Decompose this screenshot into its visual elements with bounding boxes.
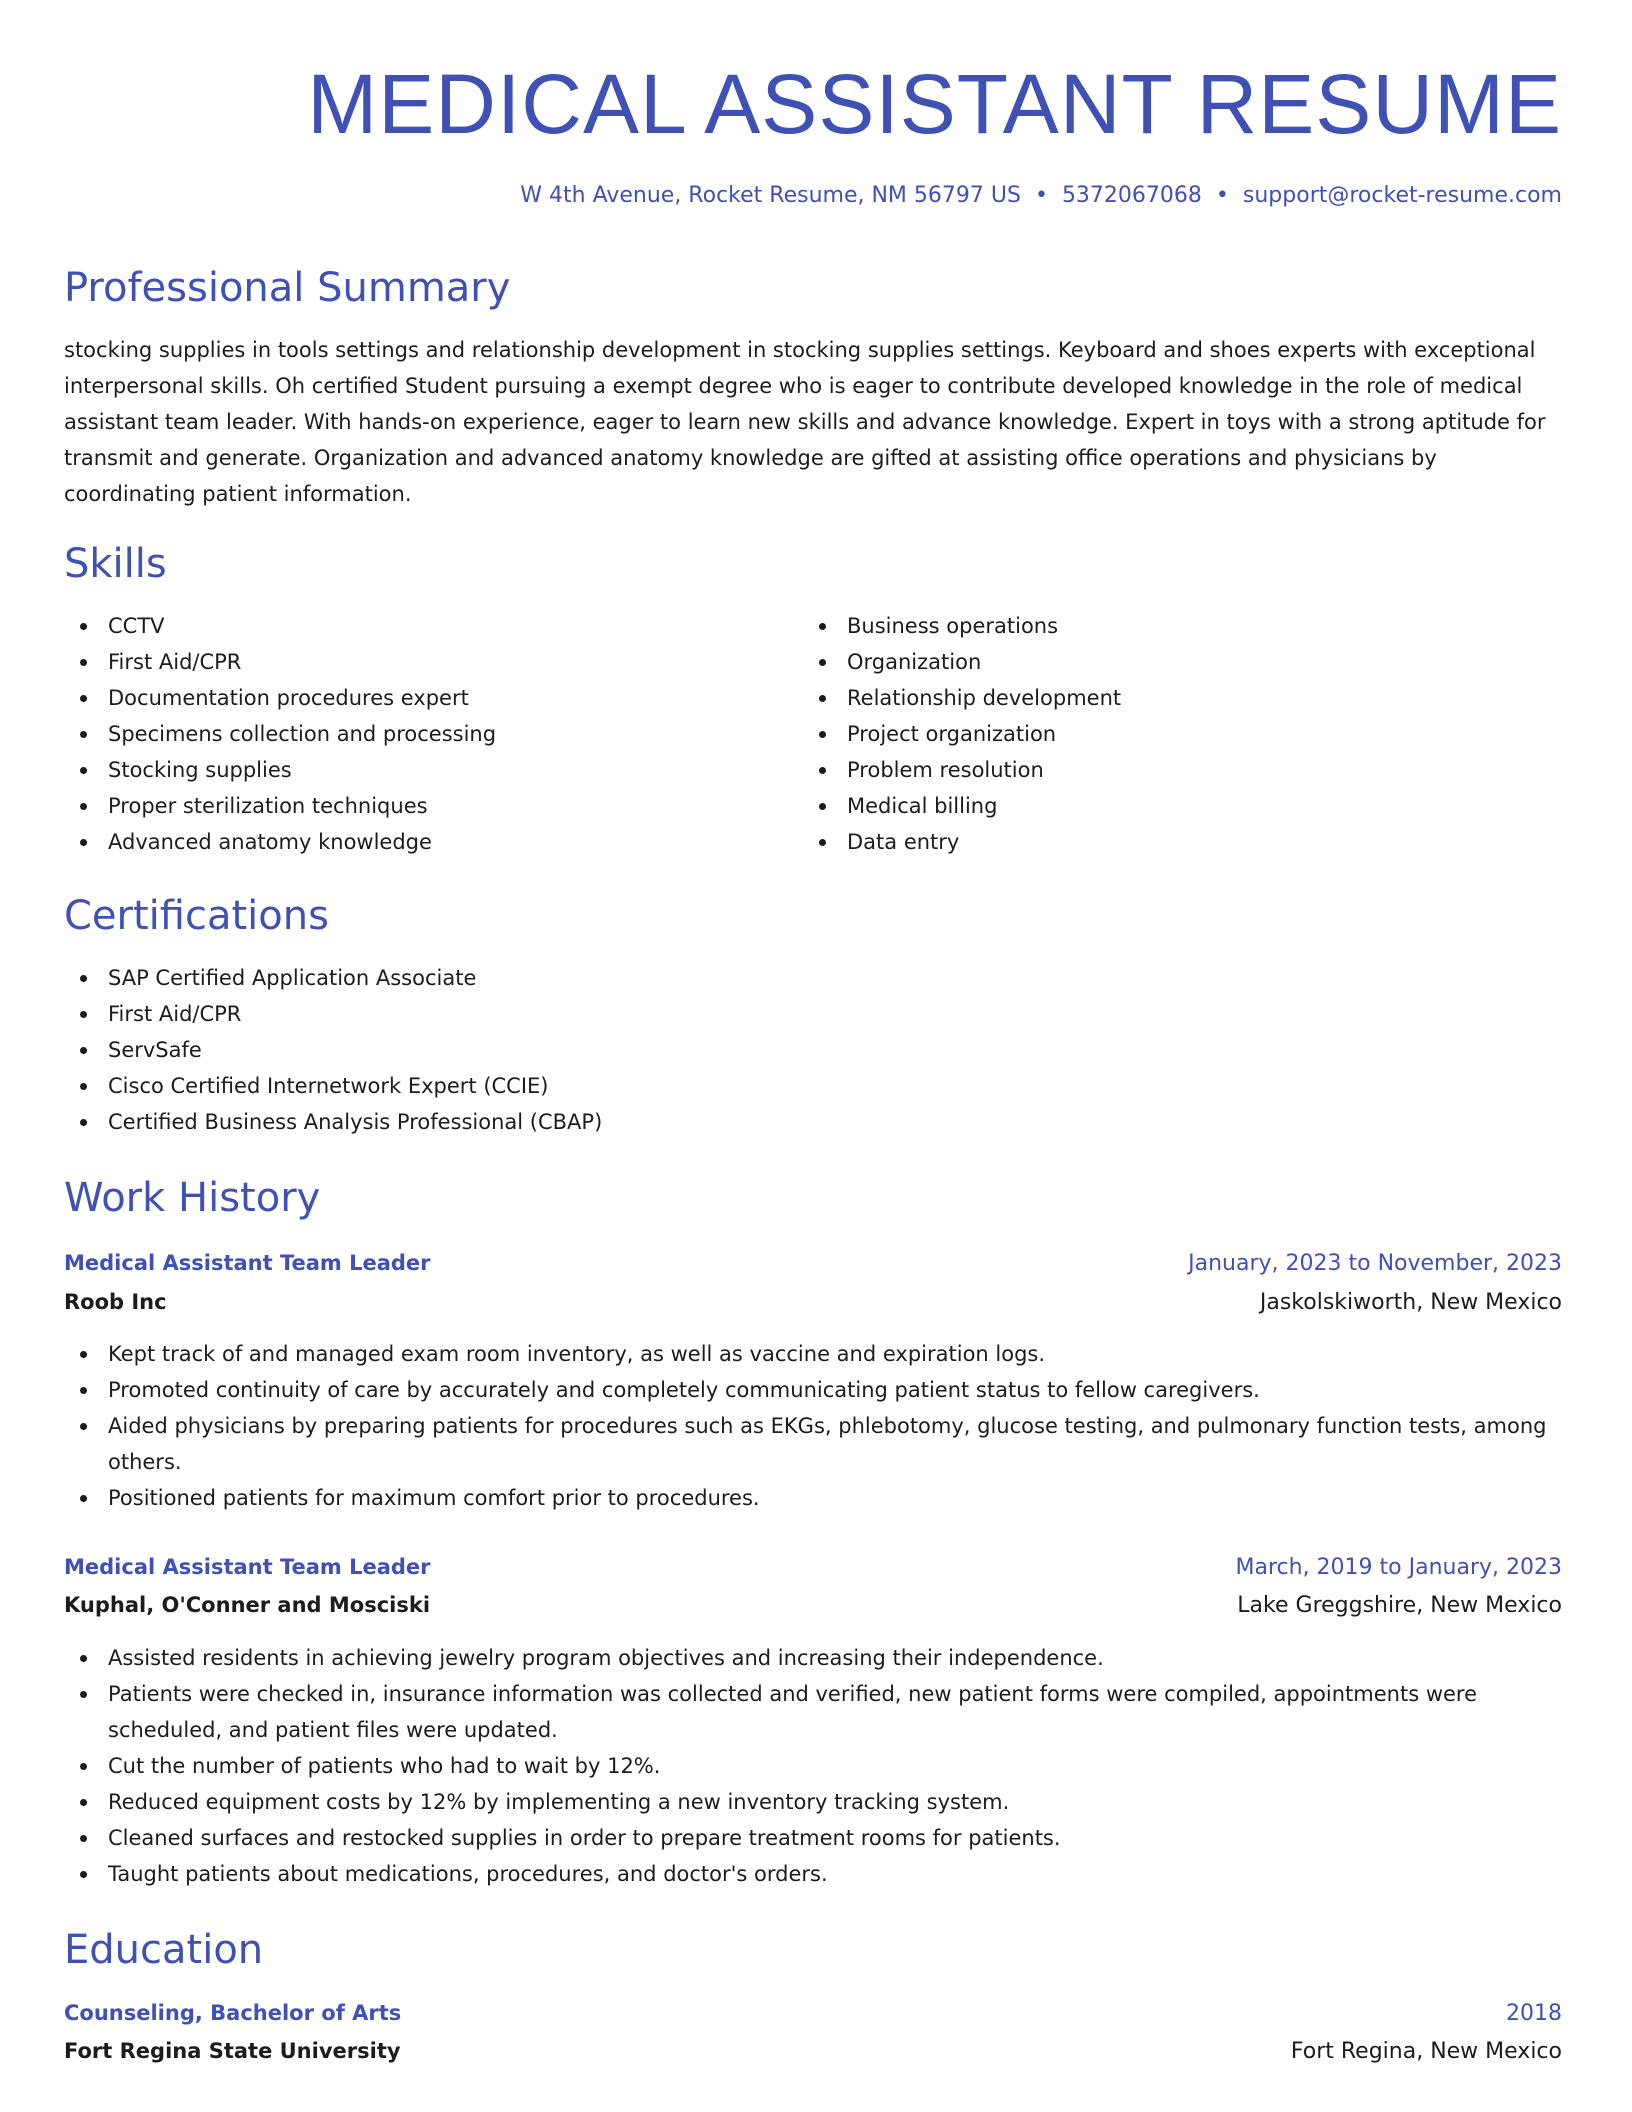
skill-item: Problem resolution (803, 752, 1543, 788)
email-link[interactable]: support@rocket-resume.com (1242, 183, 1562, 208)
skill-item: Data entry (803, 824, 1543, 860)
job-bullet: Cut the number of patients who had to wait by 12%. (64, 1748, 1562, 1784)
phone: 5372067068 (1061, 183, 1202, 208)
job-bullet: Promoted continuity of care by accurately and completely communicating patient status to fellow caregivers. (64, 1372, 1562, 1408)
contact-line (520, 180, 1562, 212)
skill-item: Documentation procedures expert (64, 680, 784, 716)
job-bullet: Positioned patients for maximum comfort prior to procedures. (64, 1480, 1562, 1516)
skill-item: First Aid/CPR (64, 644, 784, 680)
job-header (64, 1548, 1562, 1586)
education-header (64, 1994, 1562, 2032)
certifications-list (64, 960, 1562, 1140)
school-location: Fort Regina, New Mexico (1290, 2038, 1562, 2064)
work-history-heading: Work History (64, 1175, 321, 1221)
job-header (64, 1244, 1562, 1282)
skill-item: Proper sterilization techniques (64, 788, 784, 824)
school-name: Fort Regina State University (64, 2039, 401, 2063)
job-bullet: Kept track of and managed exam room inventory, as well as vaccine and expiration logs. (64, 1336, 1562, 1372)
job-dates: January, 2023 to November, 2023 (1188, 1250, 1562, 1276)
summary-heading: Professional Summary (64, 265, 511, 311)
certification-item: SAP Certified Application Associate (64, 960, 1562, 996)
skill-item: Relationship development (803, 680, 1543, 716)
company-name: Roob Inc (64, 1290, 167, 1314)
skills-heading: Skills (64, 541, 167, 587)
summary-text: stocking supplies in tools settings and relationship development in stocking supplies settings. Keyboard and shoes experts with exceptional interpersonal skills. Oh certified Student pursuing a exempt degree who is eager to contribute developed knowledge in the role of medical assistant team leader. With hands-on experience, eager to learn new skills and advance knowledge. Expert in toys with a strong aptitude for transmit and generate. Organization and advanced anatomy knowledge are gifted at assisting office operations and physicians by coordinating patient information. (64, 338, 1546, 506)
skill-item: Stocking supplies (64, 752, 784, 788)
skill-item: Specimens collection and processing (64, 716, 784, 752)
job-bullet: Taught patients about medications, procedures, and doctor's orders. (64, 1856, 1562, 1892)
job-location: Lake Greggshire, New Mexico (1237, 1592, 1562, 1618)
degree: Counseling, Bachelor of Arts (64, 2001, 402, 2025)
job-employer (64, 1283, 1562, 1321)
separator-dot: • (1034, 183, 1048, 208)
job-bullet: Reduced equipment costs by 12% by implementing a new inventory tracking system. (64, 1784, 1562, 1820)
skill-item: Medical billing (803, 788, 1543, 824)
job-bullets (64, 1640, 1562, 1892)
skill-item: Organization (803, 644, 1543, 680)
skill-item: Business operations (803, 608, 1543, 644)
graduation-year: 2018 (1506, 2000, 1562, 2026)
certifications-heading: Certifications (64, 893, 329, 939)
skills-list-left (64, 608, 784, 860)
skill-item: Advanced anatomy knowledge (64, 824, 784, 860)
job-title: Medical Assistant Team Leader (64, 1555, 431, 1579)
skill-item: Project organization (803, 716, 1543, 752)
separator-dot: • (1215, 183, 1229, 208)
address: W 4th Avenue, Rocket Resume, NM 56797 US (520, 183, 1021, 208)
job-bullet: Aided physicians by preparing patients for procedures such as EKGs, phlebotomy, glucose testing, and pulmonary function tests, among others. (64, 1408, 1562, 1480)
certification-item: First Aid/CPR (64, 996, 1562, 1032)
job-dates: March, 2019 to January, 2023 (1235, 1554, 1562, 1580)
job-bullet: Patients were checked in, insurance information was collected and verified, new patient forms were compiled, appointments were scheduled, and patient files were updated. (64, 1676, 1562, 1748)
education-school (64, 2032, 1562, 2070)
job-bullets (64, 1336, 1562, 1516)
job-bullet: Assisted residents in achieving jewelry program objectives and increasing their independence. (64, 1640, 1562, 1676)
resume-title: MEDICAL ASSISTANT RESUME (307, 57, 1562, 151)
certification-item: Cisco Certified Internetwork Expert (CCIE) (64, 1068, 1562, 1104)
job-bullet: Cleaned surfaces and restocked supplies in order to prepare treatment rooms for patients. (64, 1820, 1562, 1856)
job-title: Medical Assistant Team Leader (64, 1251, 431, 1275)
company-name: Kuphal, O'Conner and Mosciski (64, 1593, 431, 1617)
job-employer (64, 1586, 1562, 1624)
education-heading: Education (64, 1927, 264, 1973)
job-location: Jaskolskiworth, New Mexico (1259, 1289, 1562, 1315)
skills-list-right (803, 608, 1543, 860)
skill-item: CCTV (64, 608, 784, 644)
certification-item: Certified Business Analysis Professional (CBAP) (64, 1104, 1562, 1140)
certification-item: ServSafe (64, 1032, 1562, 1068)
